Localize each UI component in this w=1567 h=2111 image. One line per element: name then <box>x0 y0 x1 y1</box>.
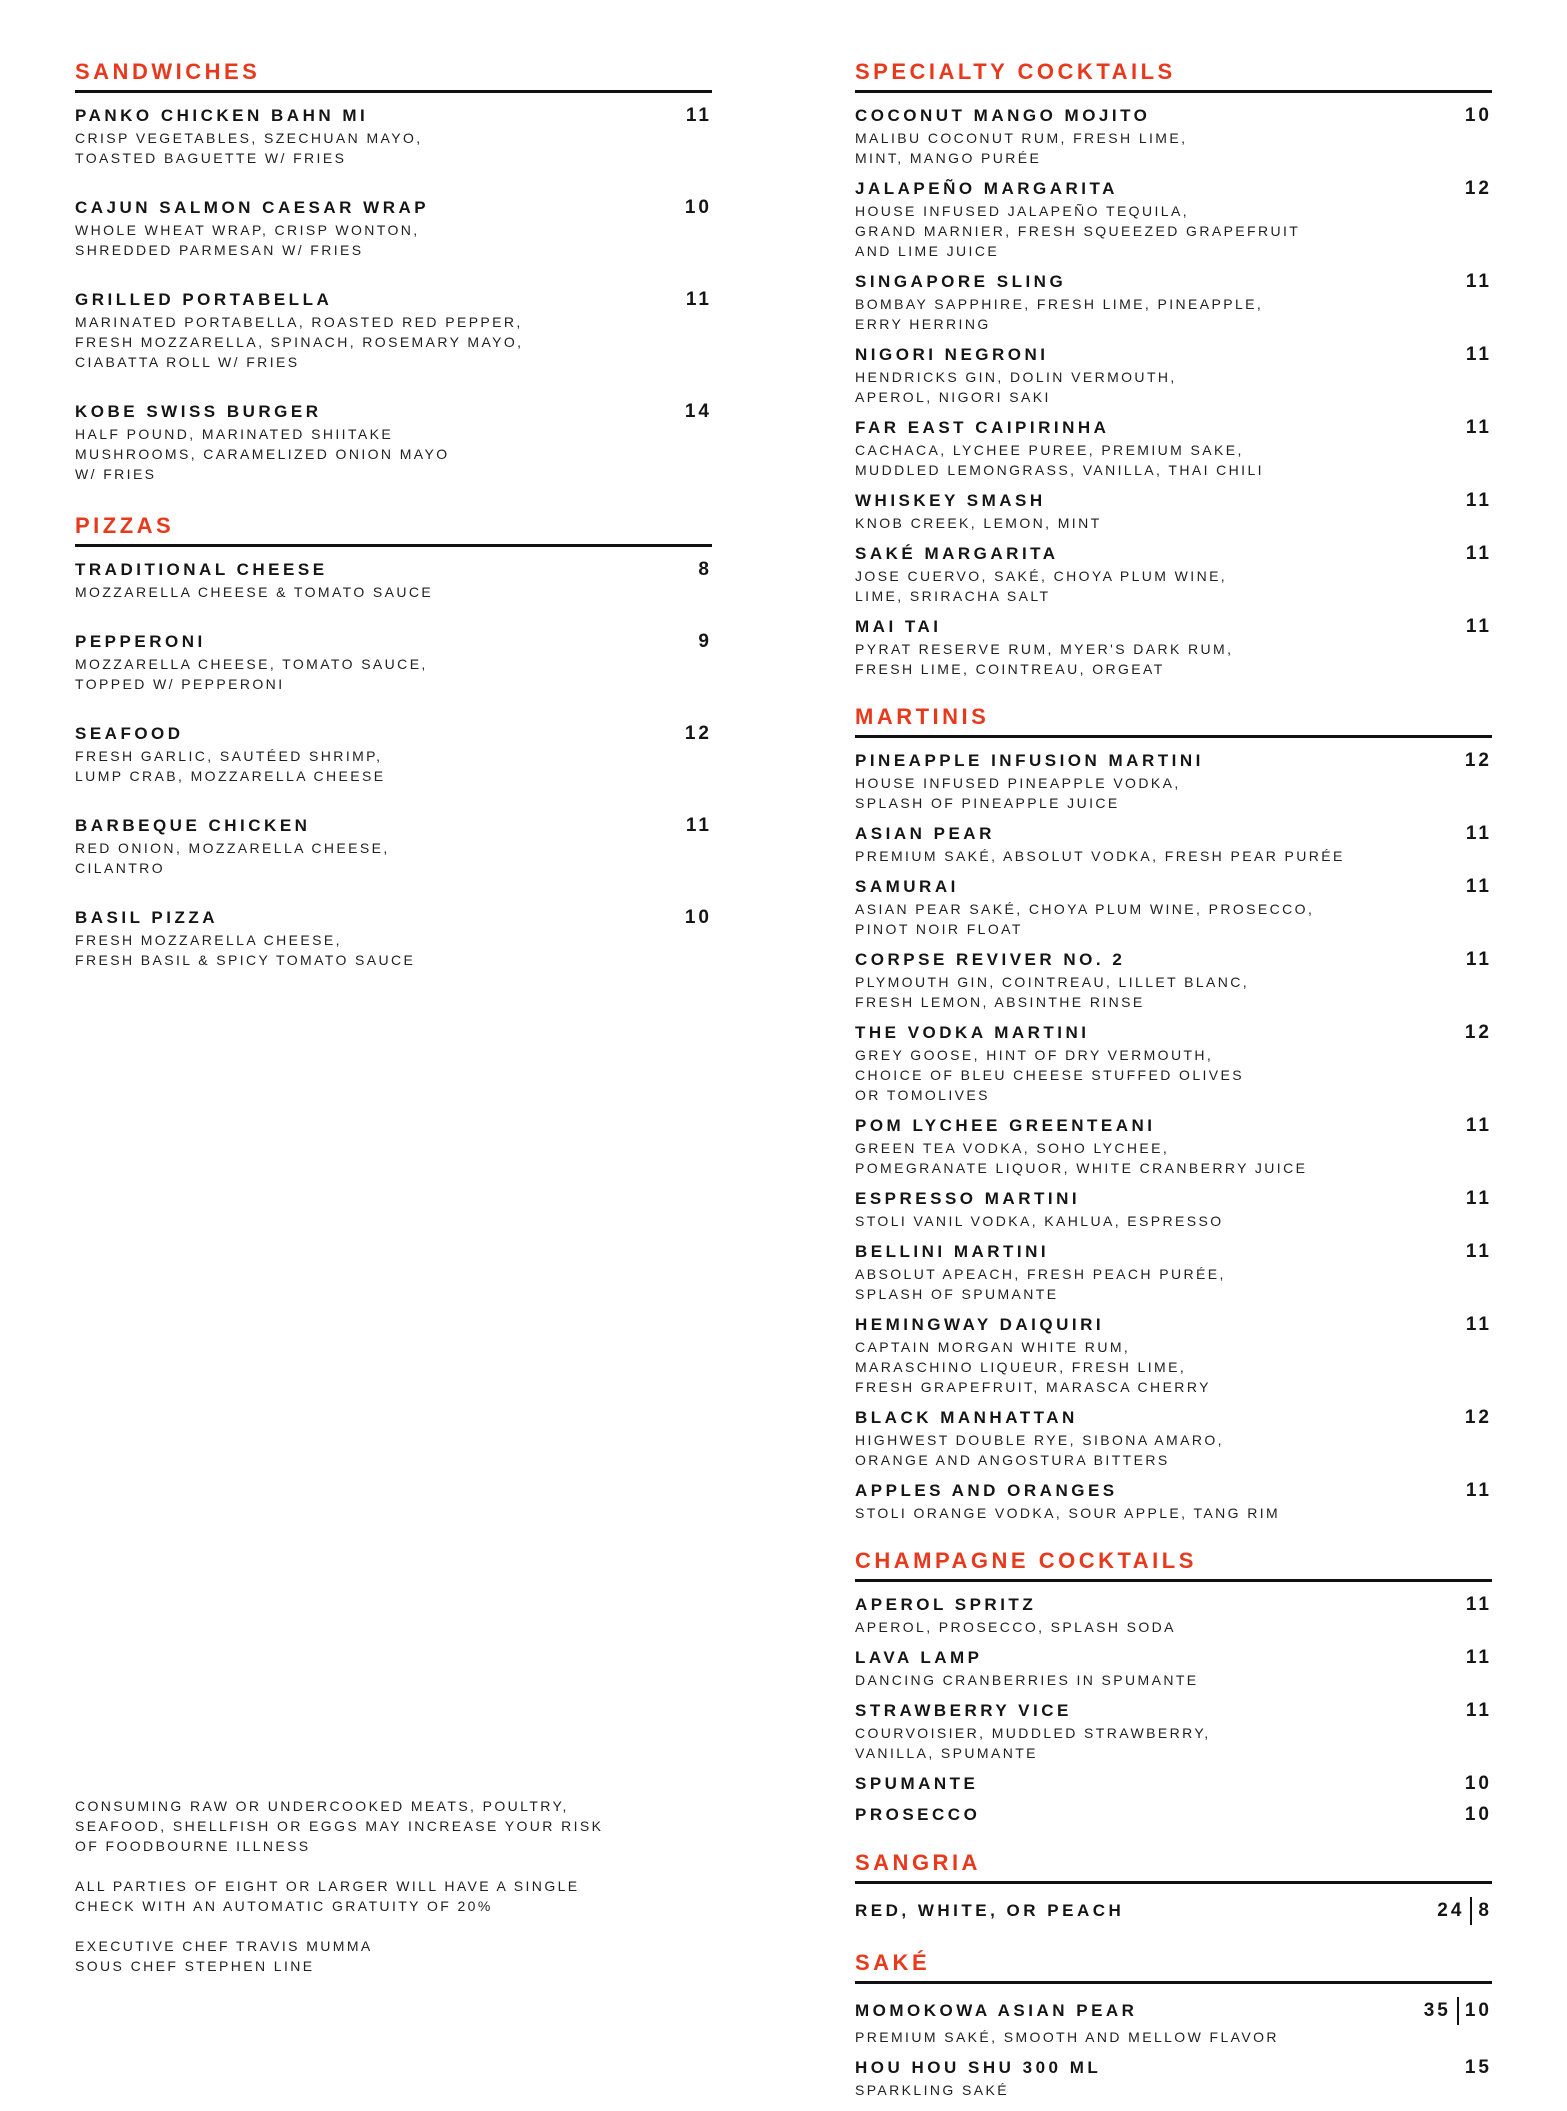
menu-item-hou-hou-shu-300-ml <box>855 2058 1492 2100</box>
item-description-line: CACHACA, LYCHEE PUREE, PREMIUM SAKE, <box>855 442 1244 458</box>
menu-item-nigori-negroni <box>855 345 1492 407</box>
menu-item-row <box>75 106 712 126</box>
item-name: SEAFOOD <box>75 724 184 743</box>
right-column <box>855 60 1492 2111</box>
menu-item-row <box>855 1595 1492 1615</box>
item-description <box>855 1723 1492 1763</box>
menu-item-row <box>855 824 1492 844</box>
item-description-line: DANCING CRANBERRIES IN SPUMANTE <box>855 1672 1199 1688</box>
item-name: CAJUN SALMON CAESAR WRAP <box>75 198 430 217</box>
item-price: 11 <box>1465 1700 1492 1721</box>
menu-item-row <box>855 877 1492 897</box>
menu-item-lava-lamp <box>855 1648 1492 1690</box>
menu-item-row <box>75 402 712 422</box>
item-description-line: SPLASH OF PINEAPPLE JUICE <box>855 795 1120 811</box>
item-description <box>855 1503 1492 1523</box>
item-description <box>75 312 712 372</box>
item-description-line: CRISP VEGETABLES, SZECHUAN MAYO, <box>75 130 423 146</box>
item-description-line: HOUSE INFUSED JALAPEÑO TEQUILA, <box>855 203 1189 219</box>
item-description-line: SHREDDED PARMESAN W/ FRIES <box>75 242 364 258</box>
item-price: 8 <box>698 559 712 580</box>
section-title: MARTINIS <box>855 705 1492 738</box>
item-description-line: GREY GOOSE, HINT OF DRY VERMOUTH, <box>855 1047 1214 1063</box>
item-description <box>855 1138 1492 1178</box>
price-secondary: 8 <box>1478 1900 1492 1921</box>
item-description-line: MALIBU COCONUT RUM, FRESH LIME, <box>855 130 1188 146</box>
item-price: 12 <box>1464 1022 1492 1043</box>
item-description-line: W/ FRIES <box>75 466 157 482</box>
note-line: ALL PARTIES OF EIGHT OR LARGER WILL HAVE A SINGLE <box>75 1878 580 1894</box>
note-line: SOUS CHEF STEPHEN LINE <box>75 1958 315 1974</box>
item-description <box>855 1670 1492 1690</box>
menu-item-row <box>75 724 712 744</box>
item-name: APEROL SPRITZ <box>855 1595 1037 1614</box>
item-price: 11 <box>1465 417 1492 438</box>
item-description-line: HIGHWEST DOUBLE RYE, SIBONA AMARO, <box>855 1432 1224 1448</box>
item-description-line: CHOICE OF BLEU CHEESE STUFFED OLIVES <box>855 1067 1245 1083</box>
menu-item-row <box>75 560 712 580</box>
item-price <box>1412 1997 1492 2025</box>
item-description-line: PREMIUM SAKÉ, ABSOLUT VODKA, FRESH PEAR PURÉE <box>855 848 1345 864</box>
menu-item-coconut-mango-mojito <box>855 106 1492 168</box>
item-description <box>855 1337 1492 1397</box>
menu-item-row <box>855 2058 1492 2078</box>
item-name: POM LYCHEE GREENTEANI <box>855 1116 1156 1135</box>
item-price: 11 <box>1465 543 1492 564</box>
item-description-line: VANILLA, SPUMANTE <box>855 1745 1038 1761</box>
menu-item-row <box>855 1897 1492 1925</box>
menu-item-row <box>855 1648 1492 1668</box>
item-description-line: PLYMOUTH GIN, COINTREAU, LILLET BLANC, <box>855 974 1250 990</box>
section-sandwiches <box>75 60 712 484</box>
item-description-line: FRESH MOZZARELLA, SPINACH, ROSEMARY MAYO, <box>75 334 524 350</box>
item-name: STRAWBERRY VICE <box>855 1701 1072 1720</box>
item-name: KOBE SWISS BURGER <box>75 402 322 421</box>
section-martinis <box>855 705 1492 1523</box>
item-price: 11 <box>685 105 712 126</box>
item-price: 10 <box>1464 105 1492 126</box>
item-description-line: MINT, MANGO PURÉE <box>855 150 1042 166</box>
item-description <box>855 773 1492 813</box>
item-description-line: AND LIME JUICE <box>855 243 1000 259</box>
item-price: 9 <box>698 631 712 652</box>
menu-item-row <box>855 1774 1492 1794</box>
item-description-line: MUDDLED LEMONGRASS, VANILLA, THAI CHILI <box>855 462 1264 478</box>
item-description <box>855 2080 1492 2100</box>
item-price: 11 <box>685 289 712 310</box>
section-items <box>855 751 1492 1523</box>
menu-item-row <box>855 950 1492 970</box>
item-description-line: STOLI ORANGE VODKA, SOUR APPLE, TANG RIM <box>855 1505 1281 1521</box>
item-name: WHISKEY SMASH <box>855 491 1046 510</box>
menu-item-row <box>855 544 1492 564</box>
note-line: SEAFOOD, SHELLFISH OR EGGS MAY INCREASE YOUR RISK <box>75 1818 604 1834</box>
item-description <box>75 582 712 602</box>
item-description <box>855 513 1492 533</box>
menu-item-cajun-salmon-caesar-wrap <box>75 198 712 260</box>
item-price: 11 <box>1465 344 1492 365</box>
item-price: 11 <box>1465 616 1492 637</box>
item-price: 11 <box>1465 1480 1492 1501</box>
price-divider <box>1470 1897 1472 1925</box>
item-price: 12 <box>684 723 712 744</box>
menu-item-spumante <box>855 1774 1492 1794</box>
item-description <box>75 424 712 484</box>
price-primary: 24 <box>1437 1900 1465 1921</box>
item-description-line: PINOT NOIR FLOAT <box>855 921 1023 937</box>
item-description-line: MOZZARELLA CHEESE & TOMATO SAUCE <box>75 584 434 600</box>
item-description-line: BOMBAY SAPPHIRE, FRESH LIME, PINEAPPLE, <box>855 296 1264 312</box>
menu-item-prosecco <box>855 1805 1492 1825</box>
item-description-line: FRESH GARLIC, SAUTÉED SHRIMP, <box>75 748 383 764</box>
item-price: 15 <box>1464 2057 1492 2078</box>
menu-item-row <box>855 491 1492 511</box>
item-name: PINEAPPLE INFUSION MARTINI <box>855 751 1204 770</box>
menu-item-row <box>855 1315 1492 1335</box>
item-name: GRILLED PORTABELLA <box>75 290 333 309</box>
menu-item-row <box>855 1116 1492 1136</box>
menu-item-grilled-portabella <box>75 290 712 372</box>
item-description <box>75 838 712 878</box>
item-description-line: FRESH MOZZARELLA CHEESE, <box>75 932 342 948</box>
item-name: TRADITIONAL CHEESE <box>75 560 328 579</box>
menu-item-row <box>75 198 712 218</box>
item-name: MAI TAI <box>855 617 942 636</box>
section-items <box>855 1595 1492 1825</box>
item-name: PEPPERONI <box>75 632 206 651</box>
section-items <box>75 560 712 970</box>
item-description <box>855 2027 1492 2047</box>
item-description <box>75 654 712 694</box>
section-items <box>855 1897 1492 1925</box>
item-description <box>855 1264 1492 1304</box>
menu-item-row <box>855 345 1492 365</box>
item-description-line: CAPTAIN MORGAN WHITE RUM, <box>855 1339 1131 1355</box>
menu-item-aperol-spritz <box>855 1595 1492 1637</box>
note-line: EXECUTIVE CHEF TRAVIS MUMMA <box>75 1938 373 1954</box>
menu-item-row <box>75 290 712 310</box>
item-description-line: APEROL, PROSECCO, SPLASH SODA <box>855 1619 1176 1635</box>
section-specialty-cocktails <box>855 60 1492 679</box>
item-description-line: APEROL, NIGORI SAKI <box>855 389 1051 405</box>
section-title: SANDWICHES <box>75 60 712 93</box>
section-items <box>75 106 712 484</box>
item-description <box>855 1211 1492 1231</box>
item-price: 10 <box>1464 1804 1492 1825</box>
section-items <box>855 1997 1492 2100</box>
item-description-line: SPLASH OF SPUMANTE <box>855 1286 1059 1302</box>
item-price: 11 <box>685 815 712 836</box>
note-paragraph <box>75 1936 675 1976</box>
item-description-line: ASIAN PEAR SAKÉ, CHOYA PLUM WINE, PROSECCO, <box>855 901 1315 917</box>
item-name: MOMOKOWA ASIAN PEAR <box>855 2001 1138 2020</box>
item-price: 11 <box>1465 1594 1492 1615</box>
item-price: 11 <box>1465 823 1492 844</box>
item-description-line: CIABATTA ROLL W/ FRIES <box>75 354 300 370</box>
item-name: HEMINGWAY DAIQUIRI <box>855 1315 1105 1334</box>
item-description-line: ERRY HERRING <box>855 316 991 332</box>
item-description <box>75 746 712 786</box>
item-name: BELLINI MARTINI <box>855 1242 1050 1261</box>
item-description <box>855 367 1492 407</box>
item-name: BARBEQUE CHICKEN <box>75 816 311 835</box>
item-price: 12 <box>1464 178 1492 199</box>
item-description-line: WHOLE WHEAT WRAP, CRISP WONTON, <box>75 222 420 238</box>
section-sak <box>855 1951 1492 2100</box>
item-name: APPLES AND ORANGES <box>855 1481 1118 1500</box>
item-description <box>75 128 712 168</box>
item-description-line: MARINATED PORTABELLA, ROASTED RED PEPPER, <box>75 314 523 330</box>
item-description <box>855 1430 1492 1470</box>
item-description-line: PREMIUM SAKÉ, SMOOTH AND MELLOW FLAVOR <box>855 2029 1279 2045</box>
item-description-line: LUMP CRAB, MOZZARELLA CHEESE <box>75 768 386 784</box>
price-primary: 35 <box>1423 2000 1451 2021</box>
item-description <box>855 201 1492 261</box>
menu-item-espresso-martini <box>855 1189 1492 1231</box>
menu-item-singapore-sling <box>855 272 1492 334</box>
item-name: PROSECCO <box>855 1805 981 1824</box>
menu-item-bellini-martini <box>855 1242 1492 1304</box>
item-description-line: ABSOLUT APEACH, FRESH PEACH PURÉE, <box>855 1266 1226 1282</box>
menu-item-row <box>855 1805 1492 1825</box>
note-paragraph <box>75 1876 675 1916</box>
menu-item-barbeque-chicken <box>75 816 712 878</box>
item-description-line: HENDRICKS GIN, DOLIN VERMOUTH, <box>855 369 1177 385</box>
item-description-line: HALF POUND, MARINATED SHIITAKE <box>75 426 394 442</box>
menu-item-hemingway-daiquiri <box>855 1315 1492 1397</box>
item-price: 10 <box>1464 1773 1492 1794</box>
menu-item-far-east-caipirinha <box>855 418 1492 480</box>
item-description-line: OR TOMOLIVES <box>855 1087 990 1103</box>
section-title: SANGRIA <box>855 1851 1492 1884</box>
item-description <box>75 930 712 970</box>
item-description <box>855 1617 1492 1637</box>
menu-item-row <box>75 816 712 836</box>
section-champagne-cocktails <box>855 1549 1492 1825</box>
menu-item-row <box>855 1408 1492 1428</box>
item-price: 11 <box>1465 949 1492 970</box>
item-description-line: FRESH GRAPEFRUIT, MARASCA CHERRY <box>855 1379 1211 1395</box>
menu-item-panko-chicken-bahn-mi <box>75 106 712 168</box>
item-description-line: SPARKLING SAKÉ <box>855 2082 1009 2098</box>
menu-item-row <box>855 1023 1492 1043</box>
item-name: SAKÉ MARGARITA <box>855 544 1059 563</box>
note-line: OF FOODBOURNE ILLNESS <box>75 1838 311 1854</box>
menu-item-row <box>855 617 1492 637</box>
menu-item-row <box>855 106 1492 126</box>
item-description <box>855 566 1492 606</box>
item-description-line: JOSE CUERVO, SAKÉ, CHOYA PLUM WINE, <box>855 568 1228 584</box>
item-price: 14 <box>684 401 712 422</box>
item-price: 11 <box>1465 876 1492 897</box>
menu-item-seafood <box>75 724 712 786</box>
item-description <box>855 128 1492 168</box>
item-price: 12 <box>1464 750 1492 771</box>
item-description-line: ORANGE AND ANGOSTURA BITTERS <box>855 1452 1170 1468</box>
menu-item-row <box>855 1481 1492 1501</box>
item-price: 11 <box>1465 1115 1492 1136</box>
item-description-line: TOPPED W/ PEPPERONI <box>75 676 285 692</box>
menu-item-black-manhattan <box>855 1408 1492 1470</box>
price-divider <box>1457 1997 1459 2025</box>
item-name: ASIAN PEAR <box>855 824 995 843</box>
item-description-line: KNOB CREEK, LEMON, MINT <box>855 515 1102 531</box>
menu-item-apples-and-oranges <box>855 1481 1492 1523</box>
item-description-line: LIME, SRIRACHA SALT <box>855 588 1051 604</box>
menu-item-whiskey-smash <box>855 491 1492 533</box>
item-name: LAVA LAMP <box>855 1648 983 1667</box>
item-description-line: TOASTED BAGUETTE W/ FRIES <box>75 150 347 166</box>
note-line: CONSUMING RAW OR UNDERCOOKED MEATS, POULTRY, <box>75 1798 569 1814</box>
menu-item-pineapple-infusion-martini <box>855 751 1492 813</box>
item-price <box>1425 1897 1492 1925</box>
item-name: SPUMANTE <box>855 1774 979 1793</box>
item-name: BASIL PIZZA <box>75 908 219 927</box>
item-description <box>855 972 1492 1012</box>
item-description <box>75 220 712 260</box>
item-description-line: PYRAT RESERVE RUM, MYER'S DARK RUM, <box>855 641 1234 657</box>
item-description <box>855 846 1492 866</box>
menu-item-mai-tai <box>855 617 1492 679</box>
section-sangria <box>855 1851 1492 1925</box>
item-description <box>855 639 1492 679</box>
item-description-line: FRESH LIME, COINTREAU, ORGEAT <box>855 661 1165 677</box>
menu-item-jalape-o-margarita <box>855 179 1492 261</box>
item-name: BLACK MANHATTAN <box>855 1408 1078 1427</box>
item-name: CORPSE REVIVER NO. 2 <box>855 950 1126 969</box>
item-price: 11 <box>1465 1647 1492 1668</box>
menu-item-row <box>75 632 712 652</box>
menu-item-samurai <box>855 877 1492 939</box>
menu-item-row <box>855 272 1492 292</box>
item-name: COCONUT MANGO MOJITO <box>855 106 1151 125</box>
item-description <box>855 1045 1492 1105</box>
section-title: CHAMPAGNE COCKTAILS <box>855 1549 1492 1582</box>
menu-item-row <box>855 751 1492 771</box>
item-description-line: STOLI VANIL VODKA, KAHLUA, ESPRESSO <box>855 1213 1224 1229</box>
item-price: 11 <box>1465 1314 1492 1335</box>
item-name: PANKO CHICKEN BAHN MI <box>75 106 369 125</box>
menu-item-corpse-reviver-no-2 <box>855 950 1492 1012</box>
item-price: 12 <box>1464 1407 1492 1428</box>
section-items <box>855 106 1492 679</box>
item-name: SAMURAI <box>855 877 959 896</box>
item-description-line: FRESH BASIL & SPICY TOMATO SAUCE <box>75 952 416 968</box>
item-name: FAR EAST CAIPIRINHA <box>855 418 1110 437</box>
item-price: 10 <box>684 197 712 218</box>
menu-item-row <box>855 1242 1492 1262</box>
menu-item-row <box>855 1701 1492 1721</box>
menu-item-row <box>855 1997 1492 2025</box>
item-description-line: COURVOISIER, MUDDLED STRAWBERRY, <box>855 1725 1211 1741</box>
menu-item-row <box>855 179 1492 199</box>
menu-item-row <box>855 418 1492 438</box>
item-description-line: FRESH LEMON, ABSINTHE RINSE <box>855 994 1145 1010</box>
item-description <box>855 440 1492 480</box>
menu-item-pom-lychee-greenteani <box>855 1116 1492 1178</box>
menu-item-strawberry-vice <box>855 1701 1492 1763</box>
item-description-line: MUSHROOMS, CARAMELIZED ONION MAYO <box>75 446 450 462</box>
item-name: RED, WHITE, OR PEACH <box>855 1901 1125 1920</box>
item-description-line: GRAND MARNIER, FRESH SQUEEZED GRAPEFRUIT <box>855 223 1301 239</box>
item-description-line: GREEN TEA VODKA, SOHO LYCHEE, <box>855 1140 1170 1156</box>
menu-item-the-vodka-martini <box>855 1023 1492 1105</box>
menu-item-pepperoni <box>75 632 712 694</box>
item-name: HOU HOU SHU 300 ML <box>855 2058 1102 2077</box>
menu-item-traditional-cheese <box>75 560 712 602</box>
item-description-line: CILANTRO <box>75 860 165 876</box>
left-column <box>75 60 712 1000</box>
section-pizzas <box>75 514 712 970</box>
menu-item-asian-pear <box>855 824 1492 866</box>
price-secondary: 10 <box>1464 2000 1492 2021</box>
menu-item-red-white-or-peach <box>855 1897 1492 1925</box>
item-description-line: POMEGRANATE LIQUOR, WHITE CRANBERRY JUICE <box>855 1160 1308 1176</box>
item-description-line: RED ONION, MOZZARELLA CHEESE, <box>75 840 390 856</box>
menu-item-sak-margarita <box>855 544 1492 606</box>
item-price: 11 <box>1465 1241 1492 1262</box>
menu-item-kobe-swiss-burger <box>75 402 712 484</box>
item-name: THE VODKA MARTINI <box>855 1023 1090 1042</box>
menu-item-basil-pizza <box>75 908 712 970</box>
note-line: CHECK WITH AN AUTOMATIC GRATUITY OF 20% <box>75 1898 493 1914</box>
item-name: SINGAPORE SLING <box>855 272 1067 291</box>
item-description <box>855 294 1492 334</box>
item-name: ESPRESSO MARTINI <box>855 1189 1081 1208</box>
section-title: PIZZAS <box>75 514 712 547</box>
section-title: SAKÉ <box>855 1951 1492 1984</box>
menu-item-row <box>75 908 712 928</box>
footer-notes <box>75 1796 675 1996</box>
item-price: 11 <box>1465 1188 1492 1209</box>
note-paragraph <box>75 1796 675 1856</box>
item-description-line: MOZZARELLA CHEESE, TOMATO SAUCE, <box>75 656 428 672</box>
menu-item-row <box>855 1189 1492 1209</box>
item-description <box>855 899 1492 939</box>
item-name: JALAPEÑO MARGARITA <box>855 179 1118 198</box>
item-description-line: HOUSE INFUSED PINEAPPLE VODKA, <box>855 775 1181 791</box>
item-description-line: MARASCHINO LIQUEUR, FRESH LIME, <box>855 1359 1187 1375</box>
section-title: SPECIALTY COCKTAILS <box>855 60 1492 93</box>
item-price: 11 <box>1465 271 1492 292</box>
item-price: 10 <box>684 907 712 928</box>
item-name: NIGORI NEGRONI <box>855 345 1049 364</box>
menu-item-momokowa-asian-pear <box>855 1997 1492 2047</box>
item-price: 11 <box>1465 490 1492 511</box>
